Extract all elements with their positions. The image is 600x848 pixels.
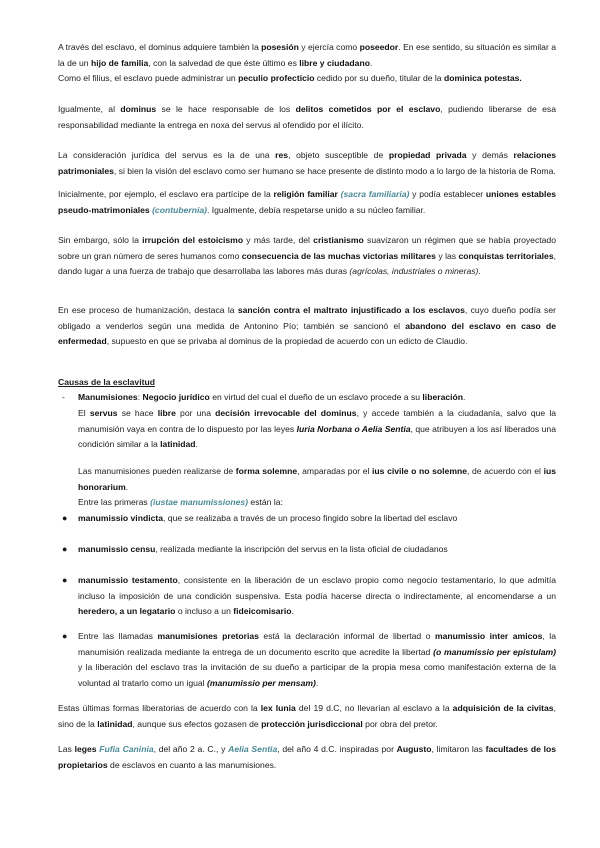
bullet-censu: manumissio censu, realizada mediante la inscripción del servus en la lista oficial de ciudadanos	[78, 544, 448, 554]
manumission-definition: Manumisiones: Negocio jurídico en virtud del cual el dueño de un esclavo procede a su liberación.	[78, 392, 466, 402]
list-dash: -	[62, 392, 65, 402]
paragraph-possession: A través del esclavo, el dominus adquiere también la posesión y ejercía como poseedor. En ese sentido, su situación es similar a la de un hijo de familia, con la salvedad de que éste último es libre y ciudadano.	[58, 42, 557, 68]
bullet-dot: ●	[62, 631, 68, 641]
paragraph-leges: Las leges Fufia Caninia, del año 2 a. C., y Aelia Sentia, del año 4 d.C. inspiradas por Augusto, limitaron las facultades de los propietarios de esclavos en cuanto a las manumisiones.	[58, 744, 556, 770]
paragraph-legal-status: La consideración jurídica del servus es la de una res, objeto susceptible de propiedad privada y demás relaciones patrimoniales, si bien la visión del esclavo como ser humano se hace presente de distinto modo a lo largo de la historia de Roma.	[58, 150, 556, 176]
manumission-effects: El servus se hace libre por una decisión irrevocable del dominus, y accede también a la ciudadanía, salvo que la manumisión vaya en contra de lo dispuesto por las leyes Iuria Norbana o Aelia Sentia, que atribuyen a los así liberados una condición similar a la latinidad.	[78, 408, 557, 450]
paragraph-responsibility: Igualmente, al dominus se le hace responsable de los delitos cometidos por el esclavo, pudiendo liberarse de esa responsabilidad mediante la entrega en noxa del servus al ofendido por el ilícito.	[58, 104, 556, 130]
bullet-testamento: manumissio testamento, consistente en la liberación de un esclavo propio como negocio testamentario, lo que admitía incluso la imposición de una condición suspensiva. Esta podía hacerse directa o indirectamente, al encomendarse a un heredero, a un legatario o incluso a un fideicomisario.	[78, 575, 556, 617]
bullet-dot: ●	[62, 575, 68, 585]
section-heading: Causas de la esclavitud	[58, 377, 155, 387]
bullet-dot: ●	[62, 513, 68, 523]
paragraph-lex-iunia: Estas últimas formas liberatorias de acuerdo con la lex Iunia del 19 d.C, no llevarían al esclavo a la adquisición de la civitas, sino de la latinidad, aunque sus efectos gozasen de protección jurisdiccional por obra del pretor.	[58, 703, 556, 729]
manumission-iustae: Entre las primeras (iustae manumissiones) están la:	[78, 497, 283, 507]
manumission-forms: Las manumisiones pueden realizarse de forma solemne, amparadas por el ius civile o no solemne, de acuerdo con el ius honorarium.	[78, 466, 556, 492]
bullet-dot: ●	[62, 544, 68, 554]
paragraph-religion: Inicialmente, por ejemplo, el esclavo era partícipe de la religión familiar (sacra familiaria) y podía establecer uniones estables pseudo-matrimoniales (contubernia). Igualmente, debía respetarse unido a su núcleo familiar.	[58, 189, 556, 215]
bullet-pretorias: Entre las llamadas manumisiones pretorias está la declaración informal de libertad o manumissio inter amicos, la manumisión realizada mediante la entrega de un documento escrito que acredite la libertad (o manumissio per epistulam) y la liberación del esclavo tras la invitación de su dueño a participar de la propia mesa como manifestación externa de la voluntad al tratarlo como un igual (manumissio per mensam).	[78, 631, 556, 688]
paragraph-humanization: En ese proceso de humanización, destaca la sanción contra el maltrato injustificado a los esclavos, cuyo dueño podía ser obligado a venderlos según una medida de Antonino Pío; también se sancionó el abandono del esclavo en caso de enfermedad, supuesto en que se privaba al dominus de la propiedad de acuerdo con un edicto de Claudio.	[58, 305, 556, 347]
paragraph-peculio: Como el filius, el esclavo puede administrar un peculio profecticio cedido por su dueño, titular de la dominica potestas.	[58, 73, 522, 83]
paragraph-stoicism: Sin embargo, sólo la irrupción del estoicismo y más tarde, del cristianismo suavizaron un régimen que se había proyectado sobre un gran número de seres humanos como consecuencia de las muchas victorias militares y las conquistas territoriales, dando lugar a una fuerza de trabajo que desarrollaba las labores más duras (agrícolas, industriales o mineras).	[58, 235, 556, 277]
bullet-vindicta: manumissio vindicta, que se realizaba a través de un proceso fingido sobre la libertad del esclavo	[78, 513, 458, 523]
